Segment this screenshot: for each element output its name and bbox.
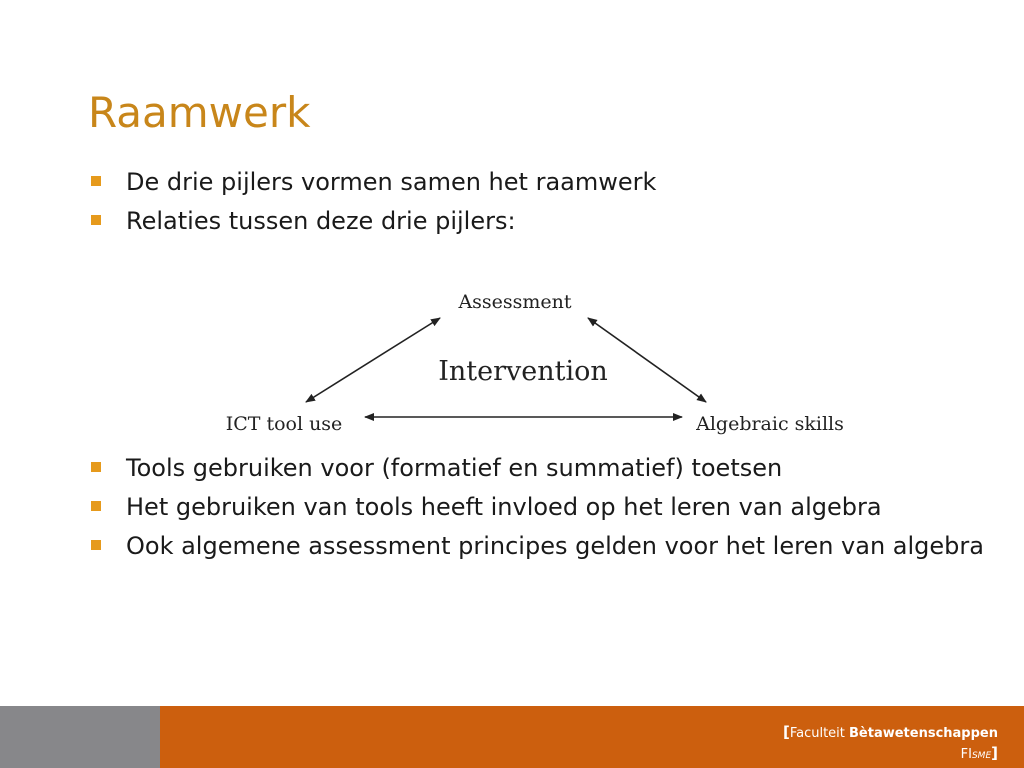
logo-faculty-label: Faculteit [789,726,850,741]
square-bullet-icon [91,501,101,511]
bullet-text: Tools gebruiken voor (formatief en summatief) toetsen [126,454,783,482]
square-bullet-icon [91,176,101,186]
node-ict-tool-use: ICT tool use [225,413,343,435]
bullet-text: Het gebruiken van tools heeft invloed op het leren van algebra [126,493,882,522]
logo-faculty-name: Bètawetenschappen [849,726,998,741]
bullet-text: Ook algemene assessment principes gelden voor het leren van algebra [126,532,984,561]
bullet-text: Relaties tussen deze drie pijlers: [126,207,516,236]
bullet-item [88,205,968,238]
bullet-list-bottom [88,452,988,569]
logo-bracket-close: ] [991,744,998,763]
center-label-intervention: Intervention [438,356,608,387]
framework-diagram [210,270,870,450]
bullet-item [88,491,988,524]
bullet-item [88,530,988,563]
arrow-assessment-ict [306,318,440,402]
slide-title: Raamwerk [88,88,311,137]
square-bullet-icon [91,215,101,225]
node-algebraic-skills: Algebraic skills [696,413,844,435]
node-assessment: Assessment [458,291,572,313]
bullet-text: De drie pijlers vormen samen het raamwerk [126,168,657,196]
logo-dept-suffix: SME [971,751,992,762]
logo-dept-prefix: FI [960,747,972,763]
bullet-item [88,166,968,199]
faculty-logo [783,722,998,764]
logo-bracket-open: [ [782,723,790,741]
square-bullet-icon [91,540,101,550]
footer-gray-block [0,706,160,768]
bullet-list-top [88,166,968,244]
square-bullet-icon [91,462,101,472]
bullet-item [88,452,988,485]
